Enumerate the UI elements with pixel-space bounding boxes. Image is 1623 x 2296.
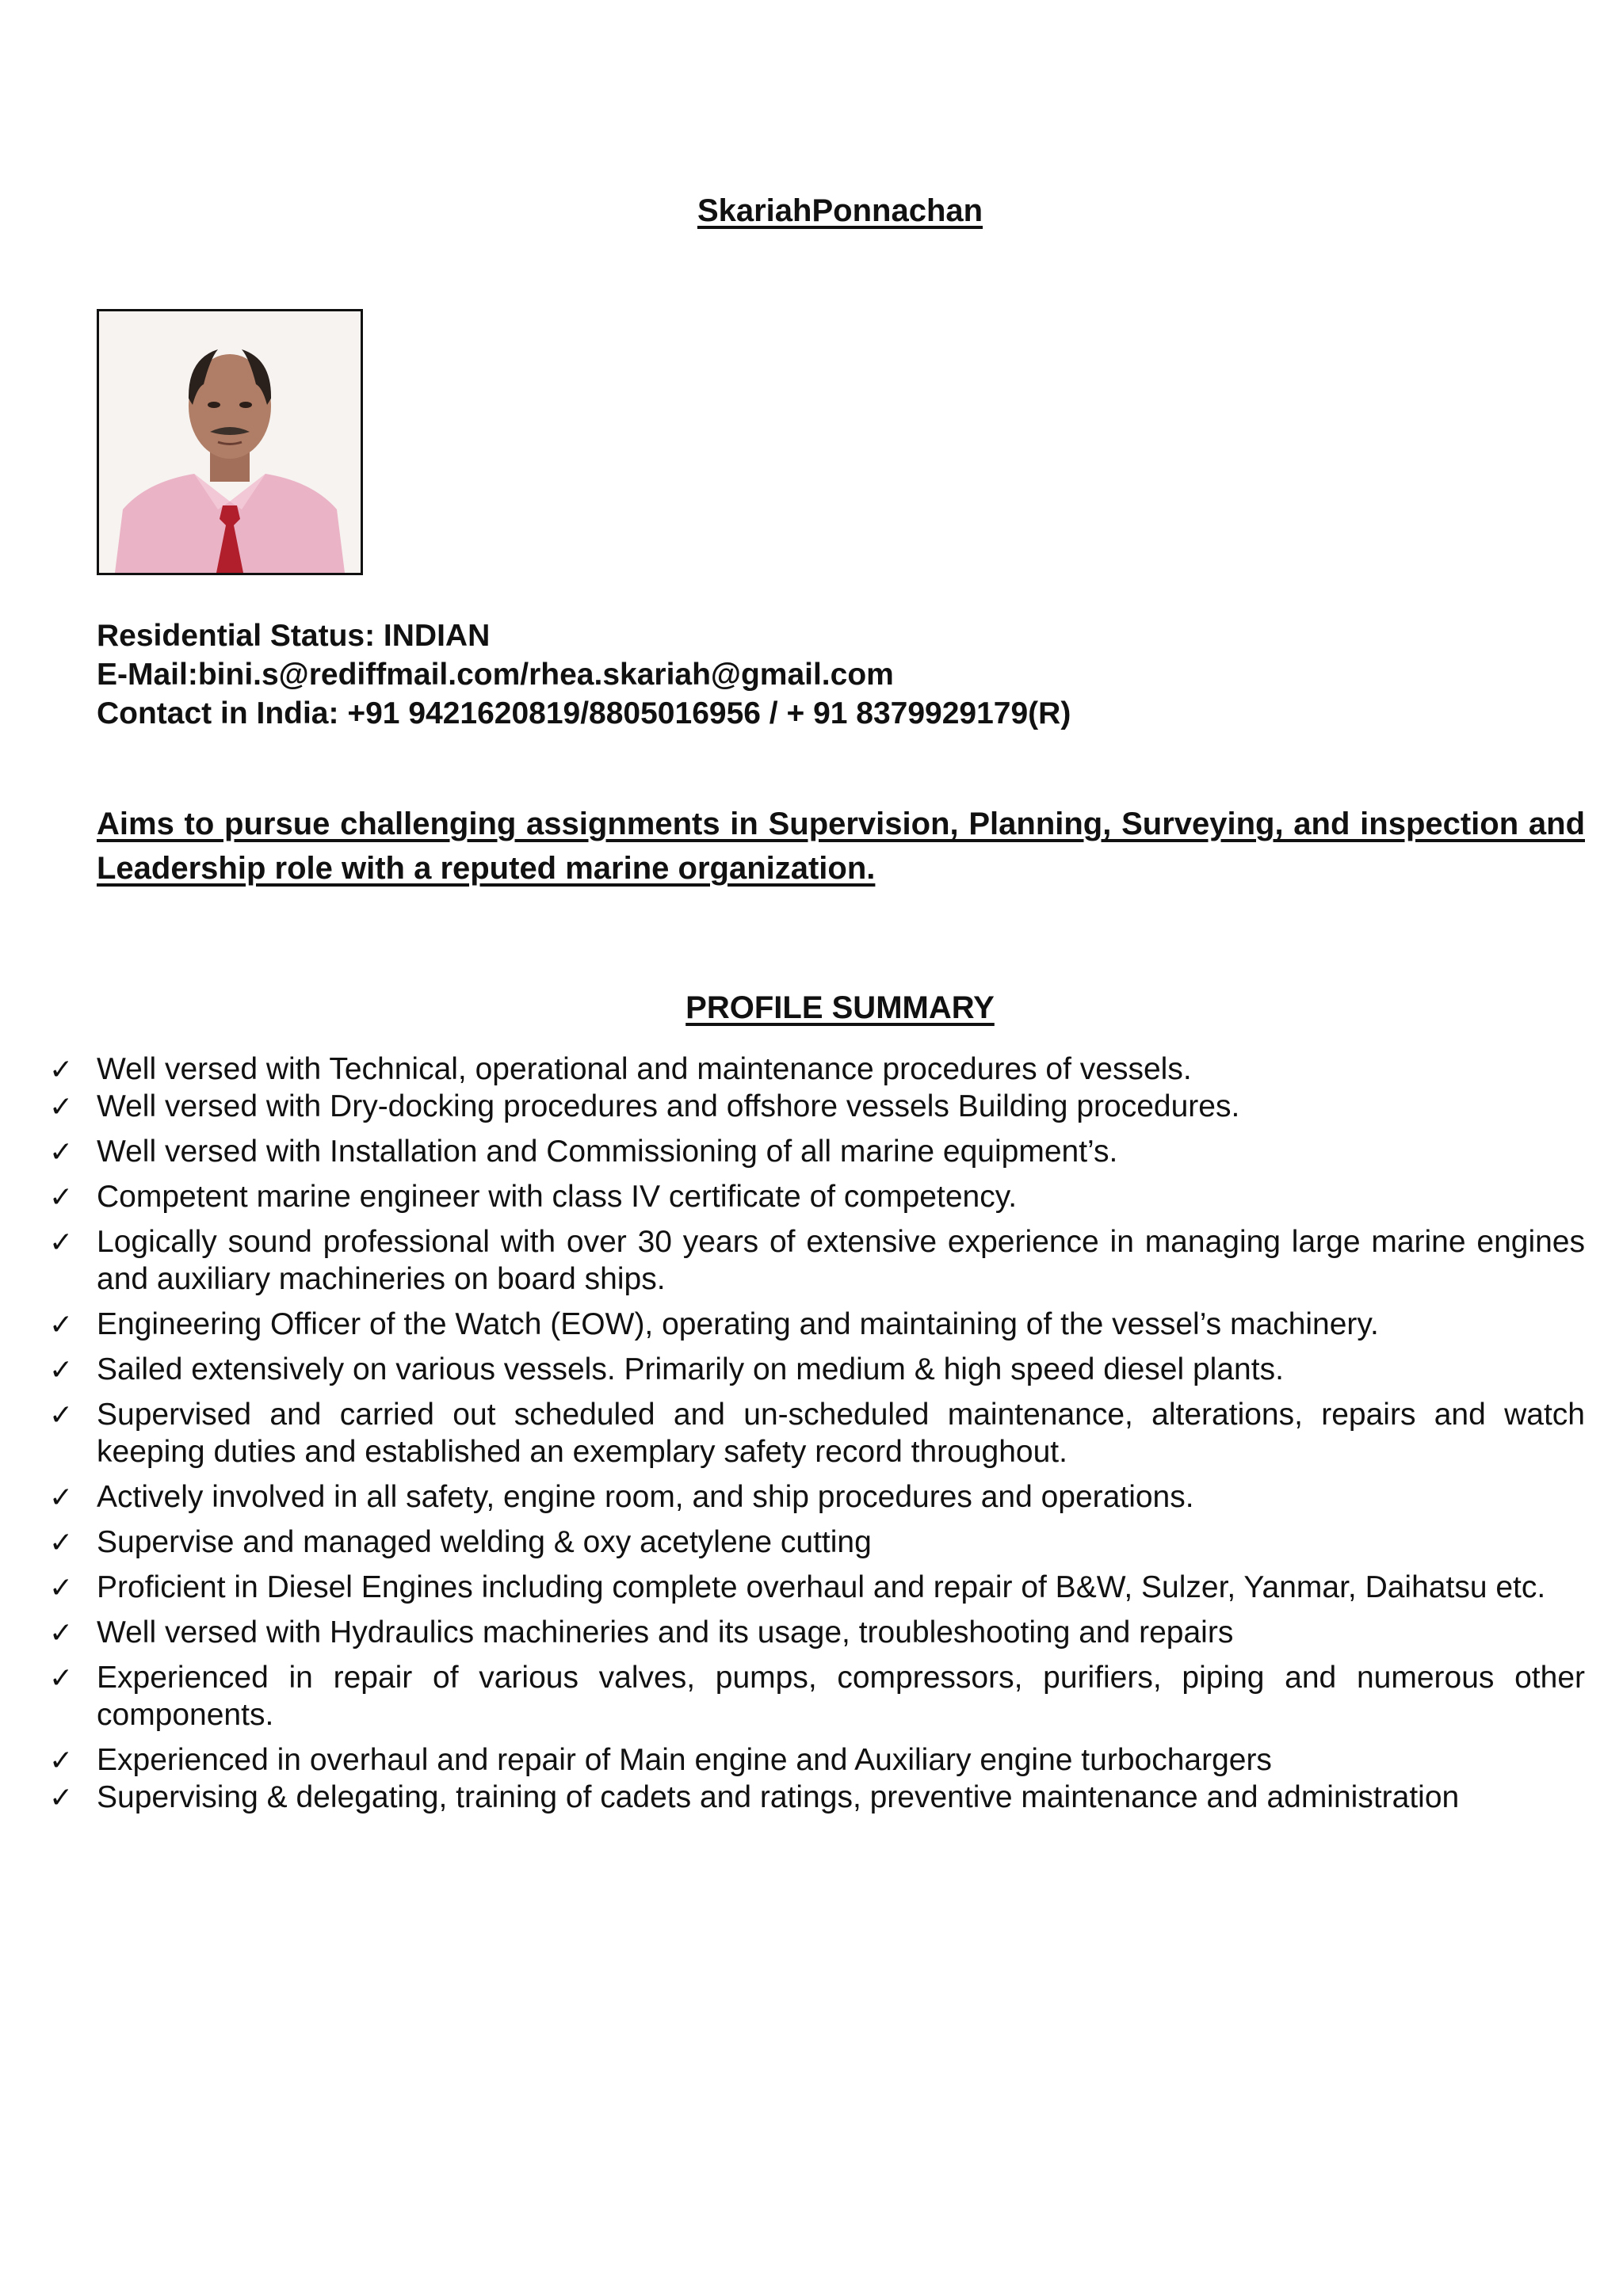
summary-item xyxy=(0,1659,1585,1733)
checkmark-icon: ✓ xyxy=(49,1398,74,1431)
checkmark-icon: ✓ xyxy=(49,1090,74,1123)
summary-item-text: Engineering Officer of the Watch (EOW), operating and maintaining of the vessel’s machinery. xyxy=(97,1307,1379,1341)
summary-item-text: Well versed with Hydraulics machineries and its usage, troubleshooting and repairs xyxy=(97,1615,1234,1650)
checkmark-icon: ✓ xyxy=(49,1571,74,1604)
summary-item-text: Supervise and managed welding & oxy acetylene cutting xyxy=(97,1525,872,1559)
checkmark-icon: ✓ xyxy=(49,1781,74,1814)
summary-item xyxy=(0,1614,1585,1651)
summary-item xyxy=(0,1779,1585,1816)
summary-item-text: Well versed with Technical, operational and maintenance procedures of vessels. xyxy=(97,1052,1192,1086)
checkmark-icon: ✓ xyxy=(49,1353,74,1386)
summary-item xyxy=(0,1569,1585,1606)
checkmark-icon: ✓ xyxy=(49,1308,74,1341)
contact-block xyxy=(97,616,1071,733)
checkmark-icon: ✓ xyxy=(49,1053,74,1085)
summary-item-text: Experienced in repair of various valves, pumps, compressors, purifiers, piping and numerous other components. xyxy=(97,1661,1585,1732)
summary-item-text: Sailed extensively on various vessels. Primarily on medium & high speed diesel plants. xyxy=(97,1352,1284,1386)
summary-item xyxy=(0,1524,1585,1561)
profile-summary-heading: PROFILE SUMMARY xyxy=(685,990,995,1025)
checkmark-icon: ✓ xyxy=(49,1226,74,1258)
summary-item-text: Supervising & delegating, training of cadets and ratings, preventive maintenance and administration xyxy=(97,1780,1460,1814)
page-title: SkariahPonnachan xyxy=(697,193,983,228)
career-objective: Aims to pursue challenging assignments in Supervision, Planning, Surveying, and inspection and Leadership role with a reputed marine organization. xyxy=(97,807,1585,886)
summary-item xyxy=(0,1133,1585,1170)
profile-summary-list xyxy=(0,1051,1623,1824)
summary-item-text: Logically sound professional with over 30 years of extensive experience in managing large marine engines and auxiliary machineries on board ships. xyxy=(97,1225,1585,1296)
checkmark-icon: ✓ xyxy=(49,1481,74,1513)
checkmark-icon: ✓ xyxy=(49,1180,74,1213)
summary-item xyxy=(0,1223,1585,1298)
summary-item xyxy=(0,1478,1585,1516)
residential-status: Residential Status: INDIAN xyxy=(97,619,491,653)
summary-item xyxy=(0,1178,1585,1215)
profile-photo xyxy=(97,309,363,575)
contact-phone: Contact in India: +91 9421620819/8805016956 / + 91 8379929179(R) xyxy=(97,696,1071,730)
summary-item xyxy=(0,1741,1585,1779)
summary-item-text: Well versed with Dry-docking procedures and offshore vessels Building procedures. xyxy=(97,1089,1240,1123)
checkmark-icon: ✓ xyxy=(49,1661,74,1694)
summary-item-text: Actively involved in all safety, engine room, and ship procedures and operations. xyxy=(97,1480,1194,1514)
checkmark-icon: ✓ xyxy=(49,1744,74,1776)
summary-item-text: Experienced in overhaul and repair of Main engine and Auxiliary engine turbochargers xyxy=(97,1743,1272,1777)
summary-item xyxy=(0,1088,1585,1125)
summary-item xyxy=(0,1051,1585,1088)
checkmark-icon: ✓ xyxy=(49,1616,74,1649)
checkmark-icon: ✓ xyxy=(49,1526,74,1558)
summary-item-text: Proficient in Diesel Engines including complete overhaul and repair of B&W, Sulzer, Yanmar, Daihatsu etc. xyxy=(97,1570,1546,1604)
email-address: E-Mail:bini.s@rediffmail.com/rhea.skariah@gmail.com xyxy=(97,658,894,692)
summary-item xyxy=(0,1396,1585,1470)
summary-item-text: Well versed with Installation and Commissioning of all marine equipment’s. xyxy=(97,1135,1118,1169)
checkmark-icon: ✓ xyxy=(49,1135,74,1168)
summary-item xyxy=(0,1351,1585,1388)
portrait-image xyxy=(99,311,361,573)
summary-item-text: Competent marine engineer with class IV certificate of competency. xyxy=(97,1180,1018,1214)
summary-item-text: Supervised and carried out scheduled and un-scheduled maintenance, alterations, repairs and watch keeping duties and established an exemplary safety record throughout. xyxy=(97,1398,1585,1469)
summary-item xyxy=(0,1306,1585,1343)
